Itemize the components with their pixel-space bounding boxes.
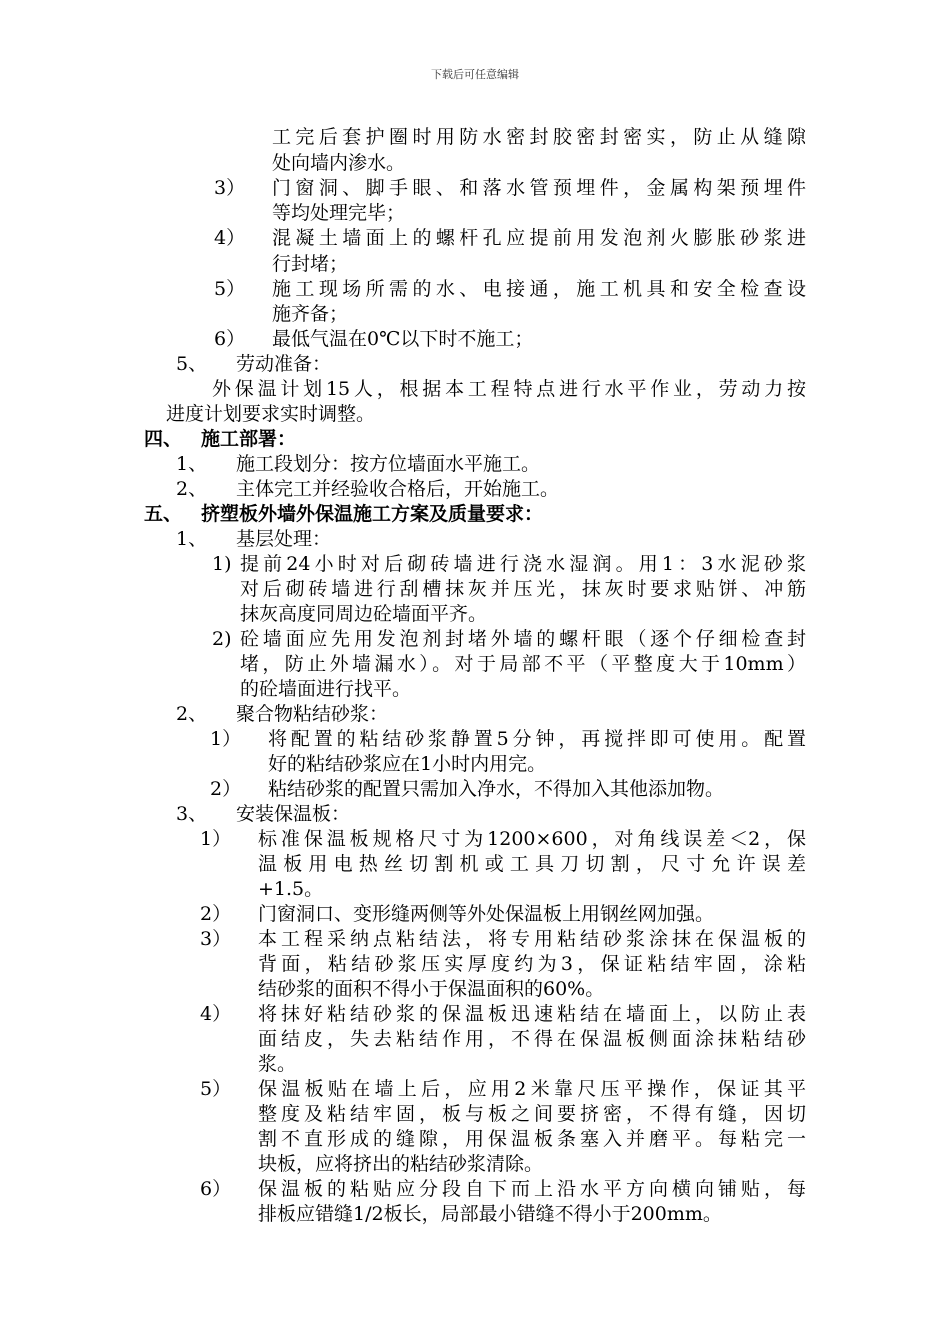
list-marker: 2) xyxy=(212,628,232,650)
text-line: 处向墙内渗水。 xyxy=(272,152,406,174)
text-line: +1.5。 xyxy=(258,878,324,900)
list-marker: 2） xyxy=(200,903,232,925)
section-heading: 施工部署： xyxy=(201,428,297,450)
list-marker: 3） xyxy=(214,177,246,199)
text-line: 最低气温在0℃以下时不施工； xyxy=(272,328,534,350)
text-line: 施工现场所需的水、电接通，施工机具和安全检查设 xyxy=(272,278,806,300)
page-header: 下载后可任意编辑 xyxy=(431,68,519,81)
text-line: 施齐备； xyxy=(272,303,349,325)
text-line: 安装保温板： xyxy=(236,803,351,825)
text-line: 基层处理： xyxy=(236,528,332,550)
text-line: 将配置的粘结砂浆静置5分钟，再搅拌即可使用。配置 xyxy=(268,728,806,750)
text-line: 门窗洞口、变形缝两侧等外处保温板上用钢丝网加强。 xyxy=(258,903,715,925)
list-marker: 3、 xyxy=(176,803,208,825)
list-marker: 5） xyxy=(214,278,246,300)
text-line: 浆。 xyxy=(258,1053,297,1075)
text-line: 抹灰高度同周边砼墙面平齐。 xyxy=(240,603,488,625)
text-line: 门窗洞、脚手眼、和落水管预埋件，金属构架预埋件 xyxy=(272,177,806,199)
text-line: 本工程采纳点粘结法，将专用粘结砂浆涂抹在保温板的 xyxy=(258,928,806,950)
text-line: 进度计划要求实时调整。 xyxy=(166,403,376,425)
text-line: 施工段划分：按方位墙面水平施工。 xyxy=(236,453,541,475)
text-line: 工完后套护圈时用防水密封胶密封密实，防止从缝隙 xyxy=(272,126,806,148)
text-line: 粘结砂浆的配置只需加入净水，不得加入其他添加物。 xyxy=(268,778,725,800)
text-line: 聚合物粘结砂浆： xyxy=(236,703,389,725)
text-line: 外保温计划15人，根据本工程特点进行水平作业，劳动力按 xyxy=(212,378,806,400)
text-line: 混凝土墙面上的螺杆孔应提前用发泡剂火膨胀砂浆进 xyxy=(272,227,806,249)
text-line: 排板应错缝1/2板长，局部最小错缝不得小于200mm。 xyxy=(258,1203,722,1225)
text-line: 将抹好粘结砂浆的保温板迅速粘结在墙面上，以防止表 xyxy=(258,1003,806,1025)
list-marker: 四、 xyxy=(144,428,183,450)
list-marker: 2、 xyxy=(176,703,208,725)
text-line: 块板，应将挤出的粘结砂浆清除。 xyxy=(258,1153,544,1175)
text-line: 背面，粘结砂浆压实厚度约为3，保证粘结牢固，涂粘 xyxy=(258,953,806,975)
list-marker: 1） xyxy=(210,728,242,750)
list-marker: 1) xyxy=(212,553,232,575)
text-line: 保温板的粘贴应分段自下而上沿水平方向横向铺贴，每 xyxy=(258,1178,806,1200)
list-marker: 五、 xyxy=(144,503,183,525)
list-marker: 1、 xyxy=(176,528,208,550)
list-marker: 3） xyxy=(200,928,232,950)
list-marker: 1） xyxy=(200,828,232,850)
text-line: 好的粘结砂浆应在1小时内用完。 xyxy=(268,753,547,775)
list-marker: 4） xyxy=(214,227,246,249)
text-line: 提前24小时对后砌砖墙进行浇水湿润。用1：3水泥砂浆 xyxy=(240,553,806,575)
list-marker: 4） xyxy=(200,1003,232,1025)
text-line: 的砼墙面进行找平。 xyxy=(240,678,412,700)
text-line: 劳动准备： xyxy=(236,353,332,375)
list-marker: 5） xyxy=(200,1078,232,1100)
text-line: 保温板贴在墙上后，应用2米靠尺压平操作，保证其平 xyxy=(258,1078,806,1100)
text-line: 割不直形成的缝隙，用保温板条塞入并磨平。每粘完一 xyxy=(258,1128,806,1150)
list-marker: 6） xyxy=(214,328,246,350)
text-line: 砼墙面应先用发泡剂封堵外墙的螺杆眼（逐个仔细检查封 xyxy=(240,628,806,650)
list-marker: 2、 xyxy=(176,478,208,500)
text-line: 堵，防止外墙漏水）。对于局部不平（平整度大于10mm） xyxy=(240,653,806,675)
list-marker: 6） xyxy=(200,1178,232,1200)
section-heading: 挤塑板外墙外保温施工方案及质量要求： xyxy=(201,503,544,525)
list-marker: 2） xyxy=(210,778,242,800)
text-line: 面结皮，失去粘结作用，不得在保温板侧面涂抹粘结砂 xyxy=(258,1028,806,1050)
text-line: 等均处理完毕； xyxy=(272,202,406,224)
list-marker: 5、 xyxy=(176,353,208,375)
text-line: 行封堵； xyxy=(272,253,349,275)
text-line: 对后砌砖墙进行刮槽抹灰并压光，抹灰时要求贴饼、冲筋 xyxy=(240,578,806,600)
text-line: 标准保温板规格尺寸为1200×600，对角线误差＜2，保 xyxy=(258,828,806,850)
text-line: 结砂浆的面积不得小于保温面积的60%。 xyxy=(258,978,605,1000)
list-marker: 1、 xyxy=(176,453,208,475)
text-line: 温板用电热丝切割机或工具刀切割，尺寸允许误差 xyxy=(258,853,806,875)
text-line: 主体完工并经验收合格后，开始施工。 xyxy=(236,478,560,500)
text-line: 整度及粘结牢固，板与板之间要挤密，不得有缝，因切 xyxy=(258,1103,806,1125)
